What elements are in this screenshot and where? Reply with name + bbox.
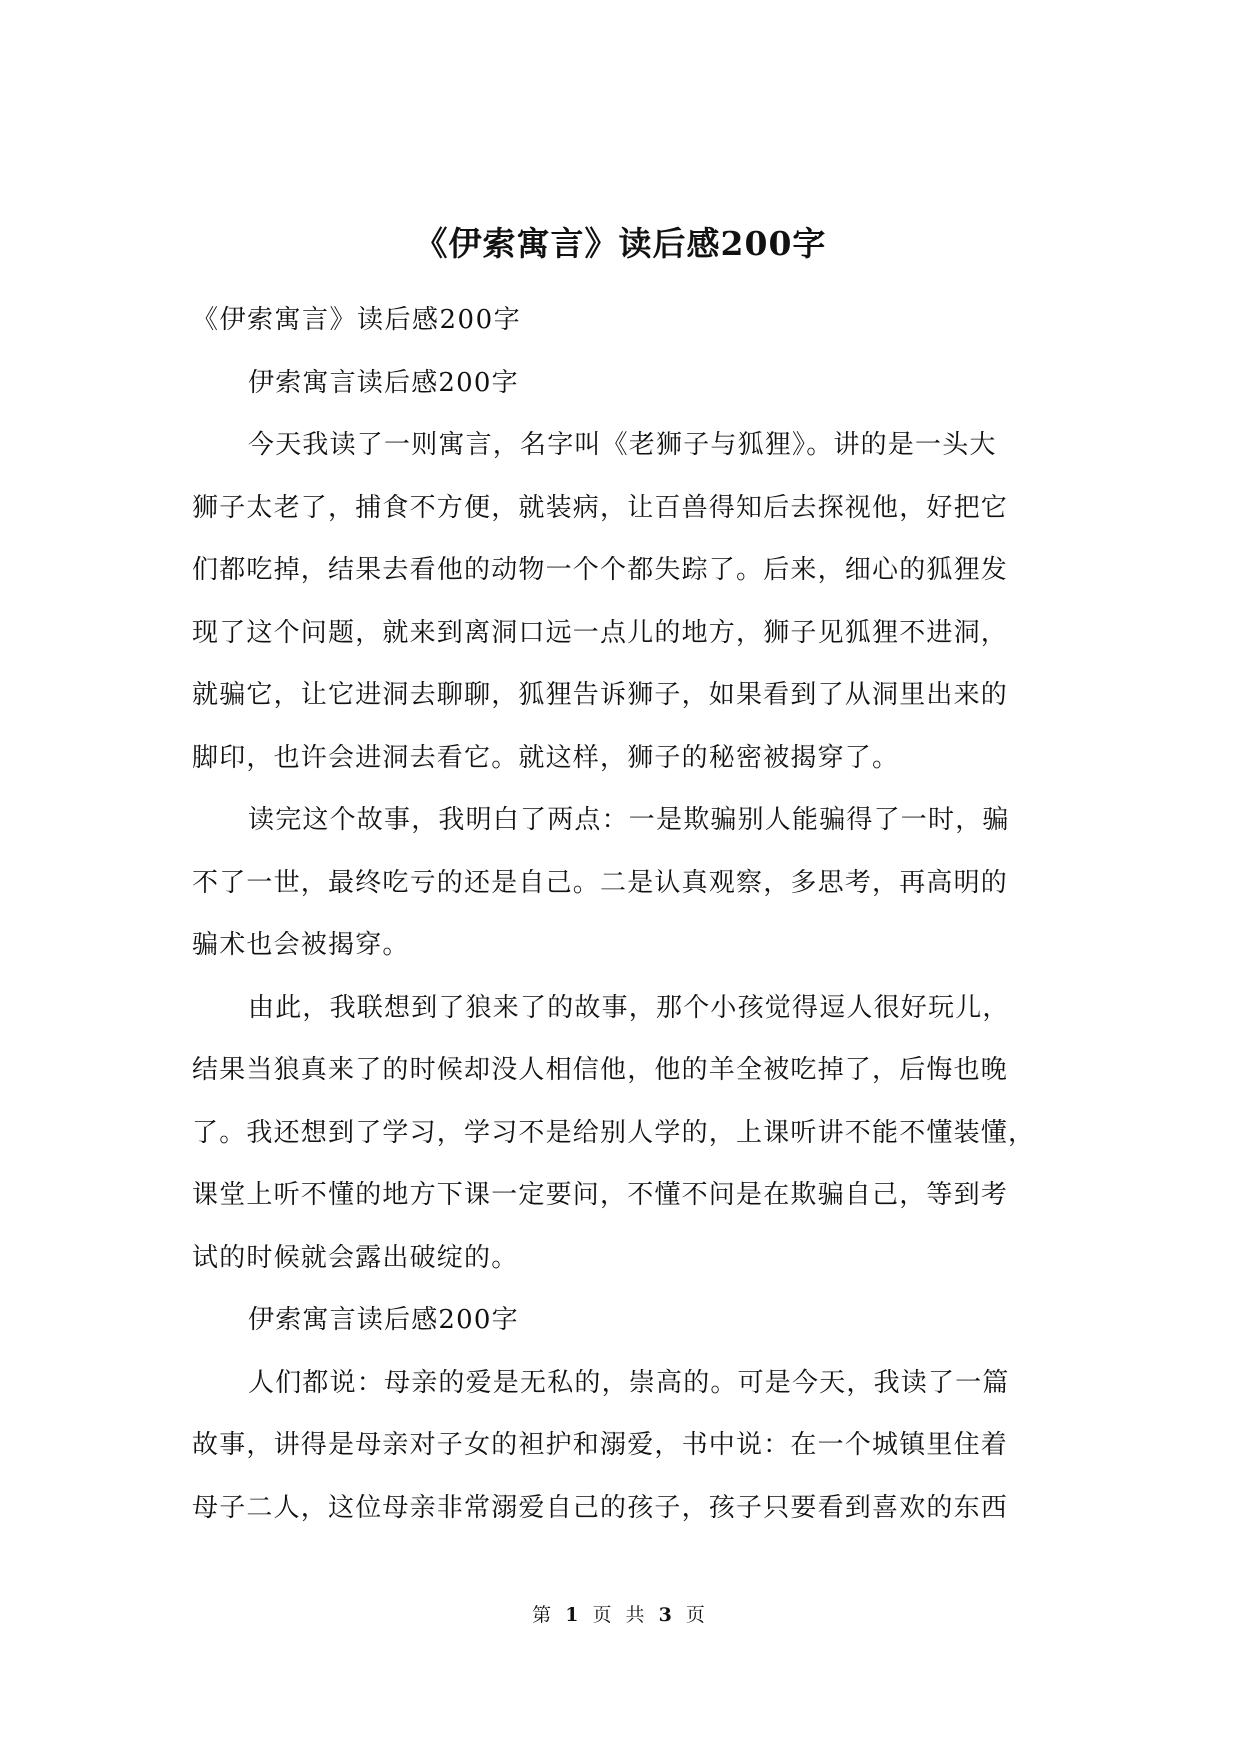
paragraph-line: 课堂上听不懂的地方下课一定要问，不懂不问是在欺骗自己，等到考: [192, 1180, 1009, 1210]
page-footer: [0, 1602, 1241, 1628]
paragraph-line: 由此，我联想到了狼来了的故事，那个小孩觉得逗人很好玩儿，: [248, 992, 1010, 1023]
paragraph-line: 结果当狼真来了的时候却没人相信他，他的羊全被吃掉了，后悔也晚: [192, 1055, 1009, 1085]
paragraph-line: 骗术也会被揭穿。: [192, 930, 410, 960]
footer-middle: 页 共: [592, 1604, 649, 1626]
paragraph-line: 们都吃掉，结果去看他的动物一个个都失踪了。后来，细心的狐狸发: [192, 555, 1009, 585]
footer-suffix: 页: [685, 1604, 709, 1626]
paragraph-line: 现了这个问题，就来到离洞口远一点儿的地方，狮子见狐狸不进洞，: [192, 617, 1009, 648]
paragraph: [192, 789, 1060, 977]
current-page-number: 1: [565, 1604, 583, 1626]
paragraph-line: 今天我读了一则寓言，名字叫《老狮子与狐狸》。讲的是一头大: [248, 430, 997, 460]
document-body: [192, 289, 1060, 1539]
paragraph-line: 不了一世，最终吃亏的还是自己。二是认真观察，多思考，再高明的: [192, 867, 1009, 898]
paragraph-line: 狮子太老了，捕食不方便，就装病，让百兽得知后去探视他，好把它: [192, 492, 1009, 523]
paragraph-line: 人们都说：母亲的爱是无私的，崇高的。可是今天，我读了一篇: [248, 1367, 1010, 1398]
paragraph: [192, 1352, 1060, 1540]
paragraph: [192, 414, 1060, 789]
paragraph-line: 试的时候就会露出破绽的。: [192, 1242, 519, 1273]
paragraph-line: 了。我还想到了学习，学习不是给别人学的，上课听讲不能不懂装懂，: [192, 1117, 1036, 1148]
paragraph-line: 读完这个故事，我明白了两点：一是欺骗别人能骗得了一时，骗: [248, 805, 1010, 835]
document-subtitle: 《伊索寓言》读后感200字: [192, 305, 522, 335]
paragraph-line: 母子二人，这位母亲非常溺爱自己的孩子，孩子只要看到喜欢的东西: [192, 1492, 1009, 1523]
paragraph: [192, 977, 1060, 1290]
section-heading: 伊索寓言读后感200字: [248, 1305, 519, 1335]
paragraph-line: 脚印，也许会进洞去看它。就这样，狮子的秘密被揭穿了。: [192, 742, 900, 773]
footer-prefix: 第: [532, 1604, 556, 1626]
paragraph-line: 故事，讲得是母亲对子女的袒护和溺爱，书中说：在一个城镇里住着: [192, 1430, 1009, 1460]
section-heading: 伊索寓言读后感200字: [248, 367, 519, 398]
page-title: 《伊索寓言》读后感200字: [414, 224, 827, 263]
paragraph-line: 就骗它，让它进洞去聊聊，狐狸告诉狮子，如果看到了从洞里出来的: [192, 680, 1009, 710]
total-pages-number: 3: [658, 1604, 676, 1626]
